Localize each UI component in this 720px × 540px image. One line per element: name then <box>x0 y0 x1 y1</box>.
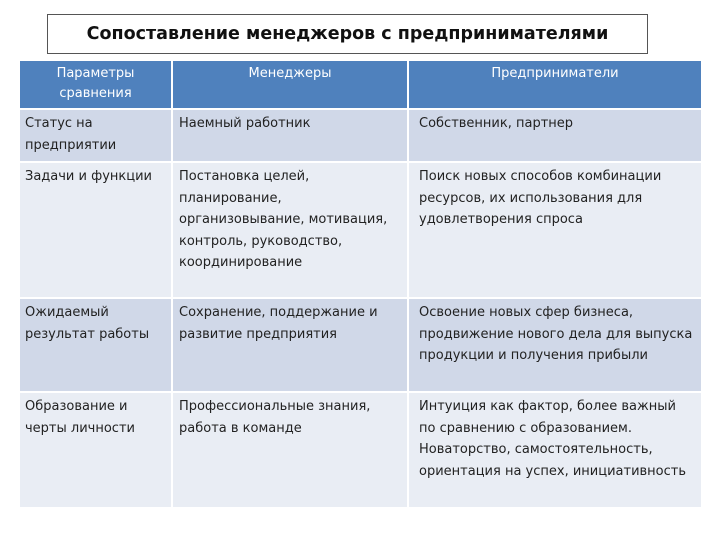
table-row <box>20 162 701 298</box>
header-parameters: Параметры сравнения <box>20 61 172 109</box>
cell-entrepreneurs: Поиск новых способов комбинации ресурсов, их использования для удовлетворения спроса <box>408 162 701 298</box>
cell-param: Статус на предприятии <box>20 109 172 162</box>
cell-param: Ожидаемый результат работы <box>20 298 172 392</box>
cell-param: Образование и черты личности <box>20 392 172 507</box>
cell-entrepreneurs: Освоение новых сфер бизнеса, продвижение нового дела для выпуска продукции и получения прибыли <box>408 298 701 392</box>
header-managers: Менеджеры <box>172 61 408 109</box>
slide-title: Сопоставление менеджеров с предпринимателями <box>47 14 648 54</box>
table-header-row <box>20 61 701 109</box>
table-row <box>20 392 701 507</box>
comparison-table <box>20 61 701 507</box>
header-entrepreneurs: Предприниматели <box>408 61 701 109</box>
cell-managers: Наемный работник <box>172 109 408 162</box>
table-row <box>20 298 701 392</box>
cell-entrepreneurs: Интуиция как фактор, более важный по сравнению с образованием. Новаторство, самостоятельность, ориентация на успех, инициативность <box>408 392 701 507</box>
cell-entrepreneurs: Собственник, партнер <box>408 109 701 162</box>
cell-managers: Сохранение, поддержание и развитие предприятия <box>172 298 408 392</box>
cell-managers: Постановка целей, планирование, организовывание, мотивация, контроль, руководство, координирование <box>172 162 408 298</box>
cell-param: Задачи и функции <box>20 162 172 298</box>
cell-managers: Профессиональные знания, работа в команде <box>172 392 408 507</box>
table-row <box>20 109 701 162</box>
